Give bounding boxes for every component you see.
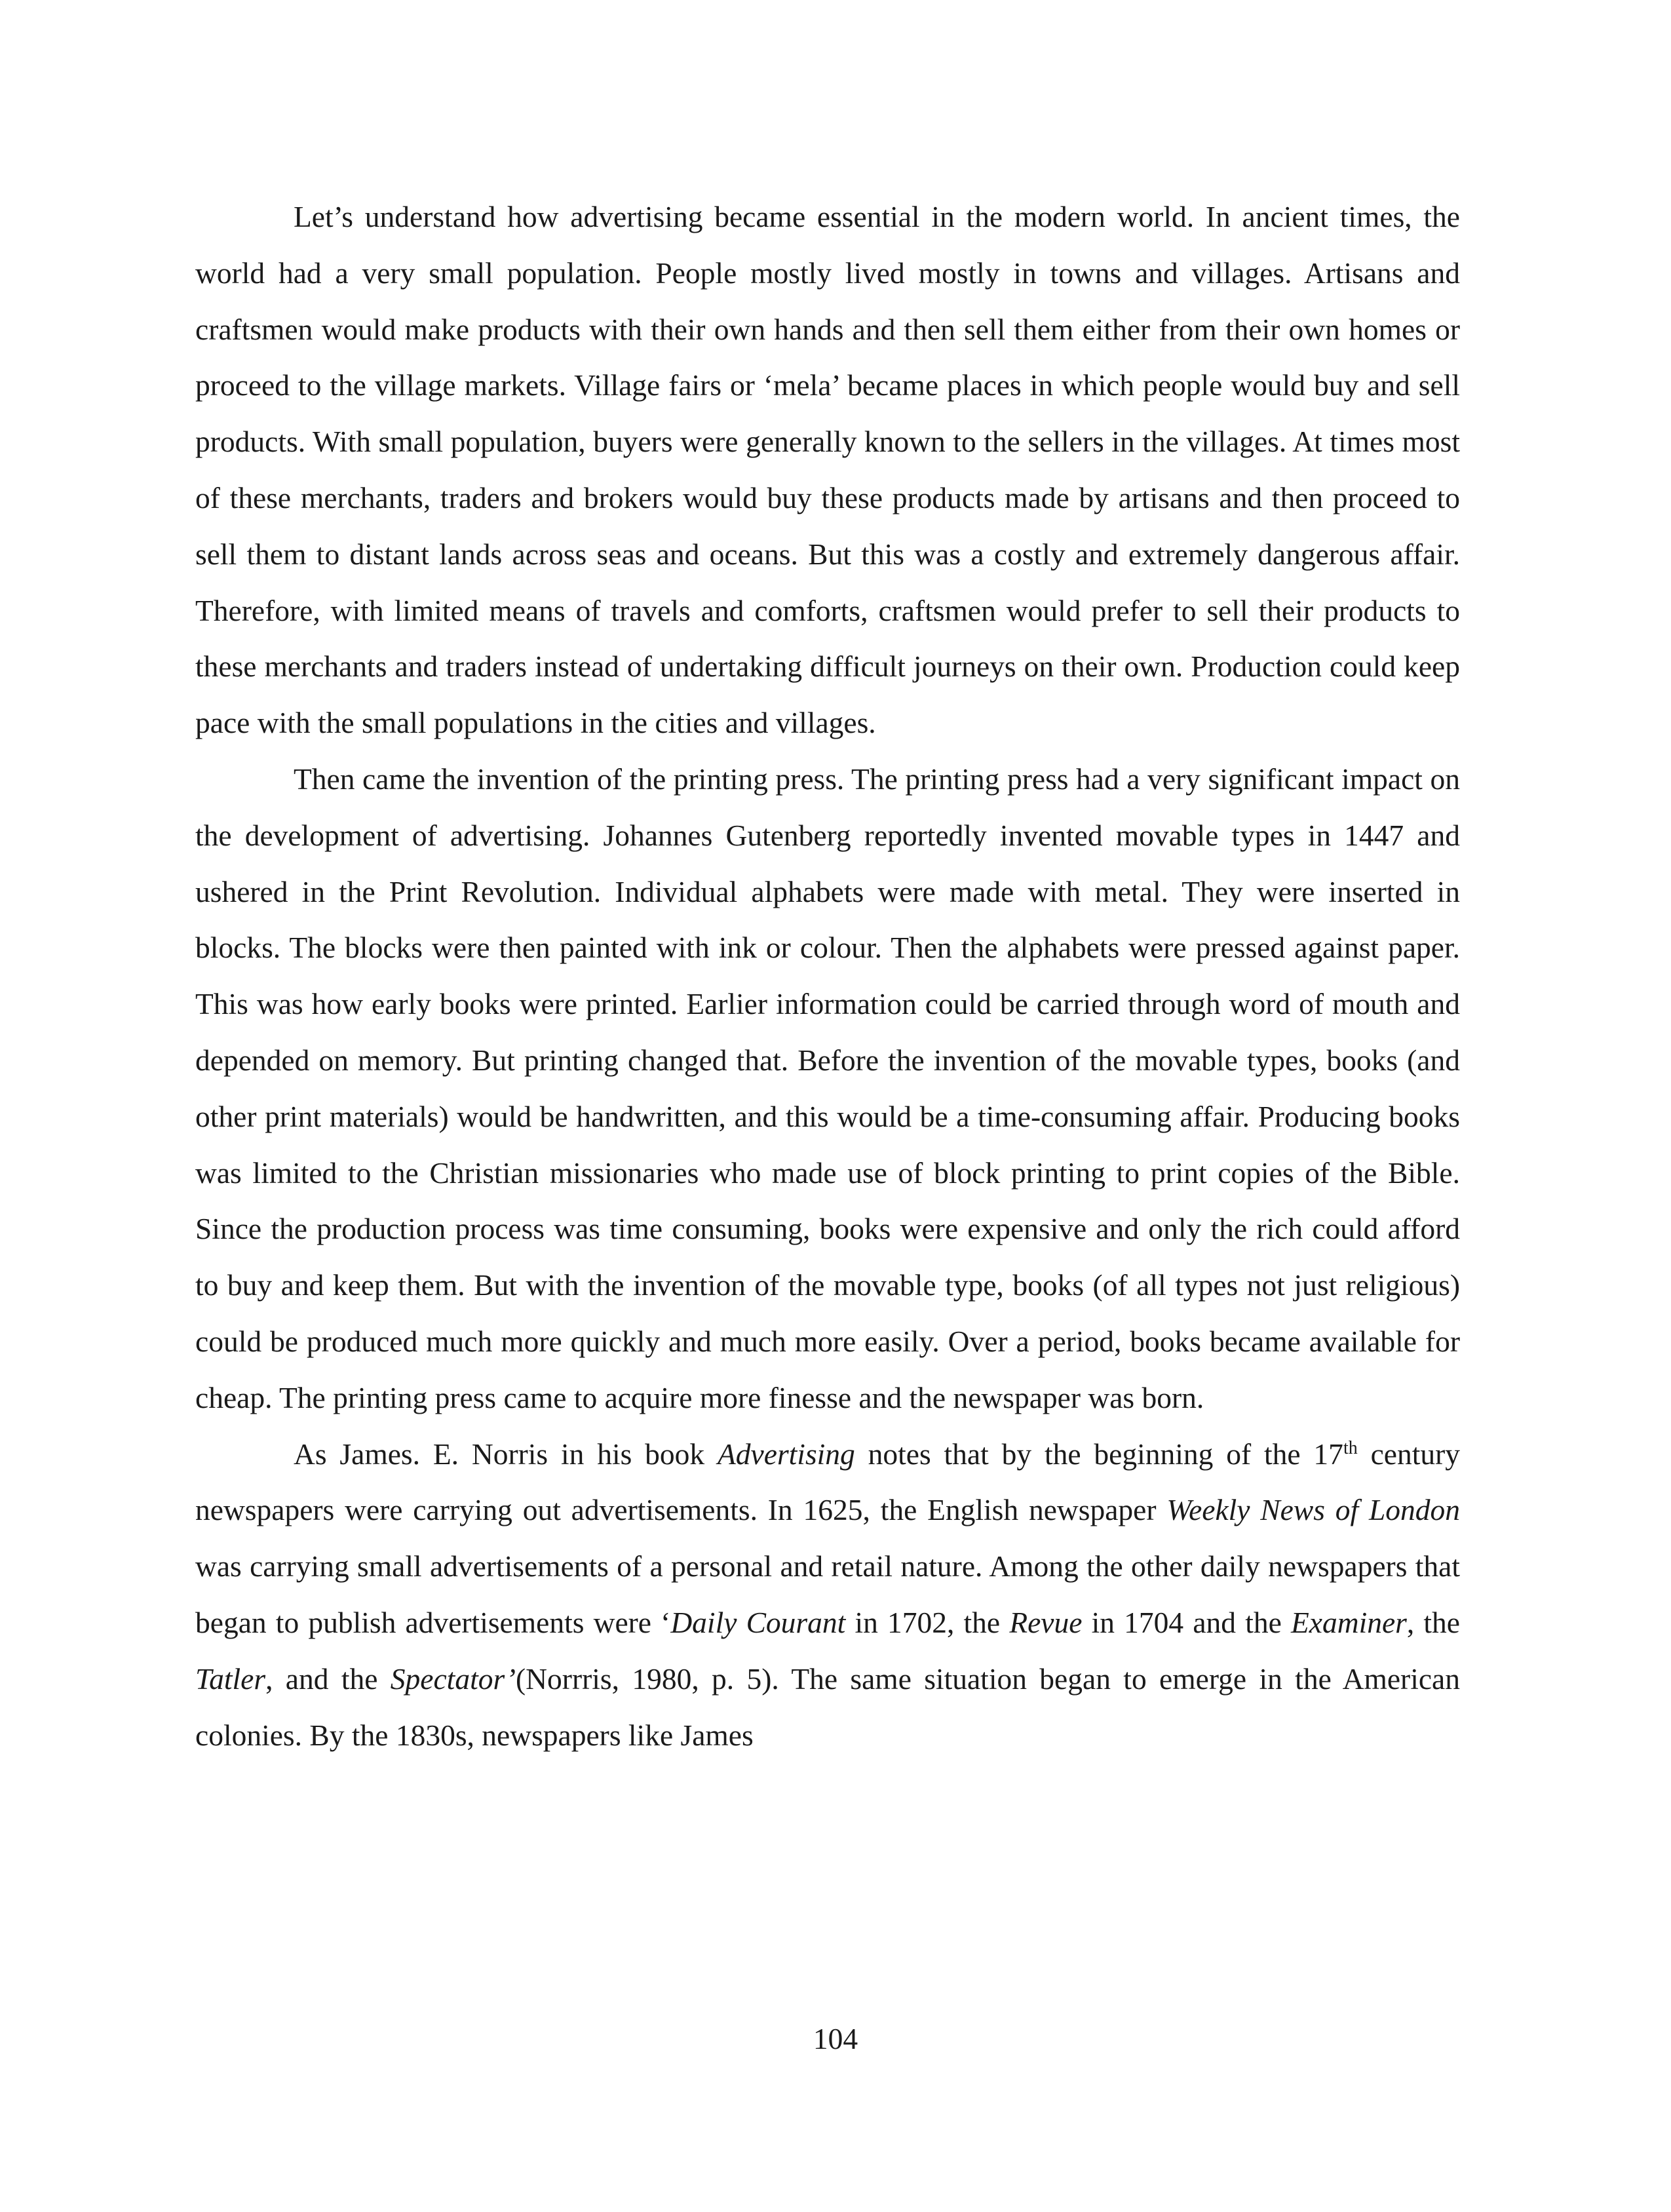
- newspaper-title-spectator: Spectator’: [390, 1661, 516, 1696]
- text-run: century newspapers were carrying out advertisements. In 1625, the English newspaper: [195, 1437, 1461, 1527]
- paragraph-text: Then came the invention of the printing press. The printing press had a very significant impact on the development of advertising. Johannes Gutenberg reportedly invented movable types in 1447 and ushered in the Print Revolution. Individual alphabets were made with metal. They were inserted in blocks. The blocks were then painted with ink or colour. Then the alphabets were pressed against paper. This was how early books were printed. Earlier information could be carried through word of mouth and depended on memory. But printing changed that. Before the invention of the movable types, books (and other print materials) would be handwritten, and this would be a time-consuming affair. Producing books was limited to the Christian missionaries who made use of block printing to print copies of the Bible. Since the production process was time consuming, books were expensive and only the rich could afford to buy and keep them. But with the invention of the movable type, books (of all types not just religious) could be produced much more quickly and much more easily. Over a period, books became available for cheap. The printing press came to acquire more finesse and the newspaper was born.: [195, 762, 1460, 1414]
- paragraph-printing-press: [195, 751, 1460, 1426]
- text-run: was carrying small advertisements of a personal and retail nature. Among the other daily newspapers that began to publish advertisements were ‘: [195, 1549, 1460, 1639]
- text-run: , and the: [265, 1661, 391, 1696]
- newspaper-title-tatler: Tatler: [195, 1661, 266, 1696]
- newspaper-title-weekly-news: Weekly News of London: [1166, 1493, 1460, 1527]
- page-number: 104: [813, 2022, 858, 2055]
- newspaper-title-examiner: Examiner: [1290, 1605, 1407, 1639]
- text-run: in 1702, the: [845, 1605, 1010, 1639]
- body-text: [195, 189, 1460, 1763]
- paragraph-ancient-trade: [195, 189, 1460, 751]
- paragraph-text: Let’s understand how advertising became essential in the modern world. In ancient times, the world had a very small population. People mostly lived mostly in towns and villages. Artisans and craftsmen would make products with their own hands and then sell them either from their own homes or proceed to the village markets. Village fairs or ‘mela’ became places in which people would buy and sell products. With small population, buyers were generally known to the sellers in the villages. At times most of these merchants, traders and brokers would buy these products made by artisans and then proceed to sell them to distant lands across seas and oceans. But this was a costly and extremely dangerous affair. Therefore, with limited means of travels and comforts, craftsmen would prefer to sell their products to these merchants and traders instead of undertaking difficult journeys on their own. Production could keep pace with the small populations in the cities and villages.: [195, 200, 1460, 740]
- newspaper-title-daily-courant: Daily Courant: [670, 1605, 846, 1639]
- paragraph-newspapers: [195, 1426, 1460, 1764]
- text-run: in 1704 and the: [1082, 1605, 1291, 1639]
- text-run: , the: [1406, 1605, 1460, 1639]
- text-run: notes that by the beginning of the 17: [855, 1437, 1343, 1471]
- book-title-advertising: Advertising: [718, 1437, 855, 1471]
- newspaper-title-revue: Revue: [1009, 1605, 1083, 1639]
- text-run: As James. E. Norris in his book: [294, 1437, 718, 1471]
- text-run: (Norrris, 1980, p. 5). The same situation began to emerge in the American colonies. By the 1830s, newspapers like James: [195, 1661, 1460, 1752]
- ordinal-superscript: th: [1343, 1437, 1358, 1458]
